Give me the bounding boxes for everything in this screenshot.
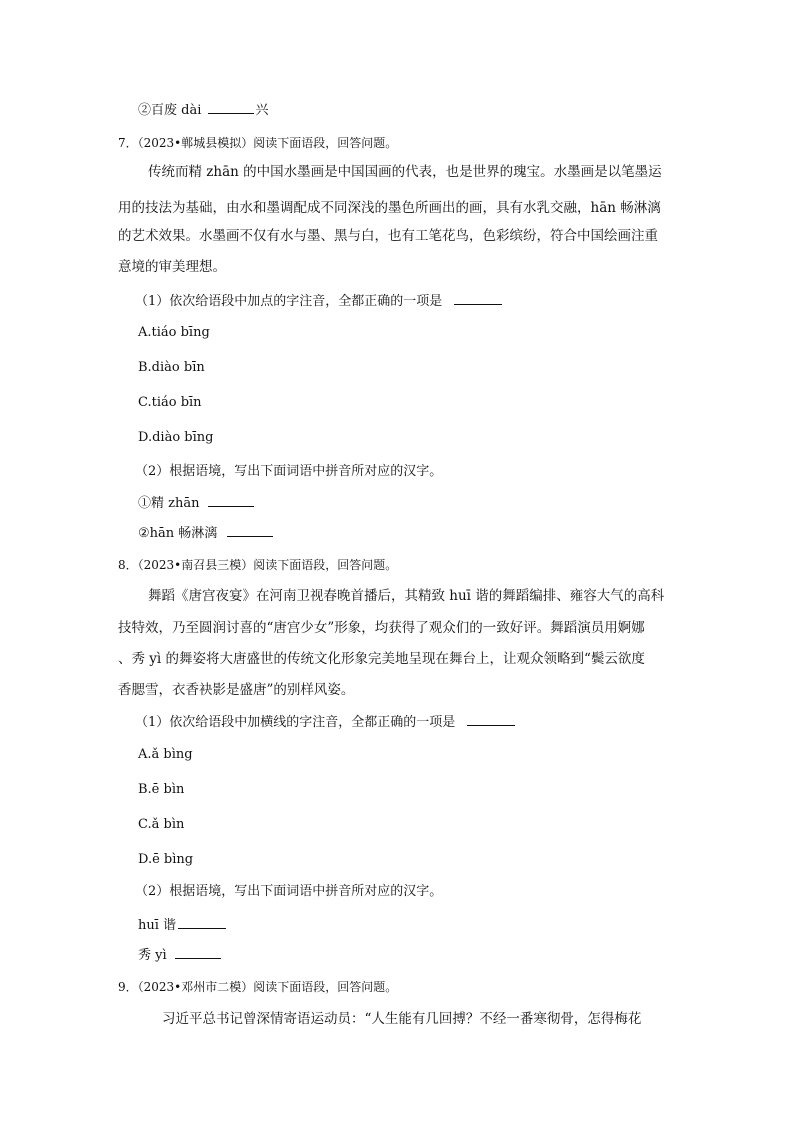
q8-subquestion-2: （2）根据语境，写出下面词语中拼音所对应的汉字。 [135, 884, 443, 899]
q8-answer-1-label: huī 谐 [138, 918, 177, 933]
q7-passage-line-3: 的艺术效果。水墨画不仅有水与墨、黑与白，也有工笔花鸟，色彩缤纷，符合中国绘画注重 [118, 228, 658, 244]
q8-subquestion-1-text: （1）依次给语段中加横线的字注音，全都正确的一项是 [135, 715, 456, 730]
q7-option-a[interactable]: A.tiáo bīng [138, 325, 210, 340]
q8-answer-2-label: 秀 yì [138, 948, 167, 963]
q8-option-a[interactable]: A.ǎ bìng [138, 747, 193, 762]
q8-option-d[interactable]: D.ē bìng [138, 852, 194, 867]
answer-blank[interactable] [208, 494, 254, 507]
q8-answer-2 [138, 946, 223, 965]
answer-blank[interactable] [208, 101, 254, 114]
q7-option-d[interactable]: D.diào bīng [138, 430, 214, 445]
q7-answer-1 [138, 494, 256, 513]
answer-blank[interactable] [175, 946, 221, 959]
answer-blank[interactable] [227, 524, 273, 537]
q7-subquestion-1 [135, 292, 504, 311]
question-9-heading: 9．（2023•邓州市二模）阅读下面语段，回答问题。 [118, 980, 398, 994]
q8-passage-line-1: 舞蹈《唐宫夜宴》在河南卫视春晚首播后，其精致 huī 谐的舞蹈编排、雍容大气的高科 [148, 588, 665, 604]
q7-passage-line-1: 传统而精 zhān 的中国水墨画是中国国画的代表，也是世界的瑰宝。水墨画是以笔墨运 [148, 164, 662, 180]
answer-blank[interactable] [178, 916, 226, 929]
q9-passage-line-1: 习近平总书记曾深情寄语运动员：“人生能有几回搏？不经一番寒彻骨，怎得梅花 [162, 1011, 642, 1027]
q8-answer-1 [138, 916, 228, 935]
q7-answer-1-label: ①精 zhān [138, 496, 200, 511]
q7-passage-line-4: 意境的审美理想。 [118, 259, 226, 275]
q8-subquestion-1 [135, 713, 517, 732]
q7-passage-line-2: 用的技法为基础，由水和墨调配成不同深浅的墨色所画出的画，具有水乳交融，hān 畅淋漓 [118, 200, 661, 216]
q7-answer-2-label: ②hān 畅淋漓 [138, 526, 218, 541]
q8-passage-line-4: 香腮雪，衣香袂影是盛唐”的别样风姿。 [118, 682, 355, 698]
q7-subquestion-1-text: （1）依次给语段中加点的字注音，全都正确的一项是 [135, 294, 443, 309]
answer-blank[interactable] [467, 713, 515, 726]
item-2-line [138, 101, 269, 120]
question-7-heading: 7．（2023•郸城县模拟）阅读下面语段，回答问题。 [118, 136, 398, 150]
item-2-text: ②百废 dài [138, 103, 202, 118]
question-8-heading: 8．（2023•南召县三模）阅读下面语段，回答问题。 [118, 558, 398, 572]
answer-blank[interactable] [454, 292, 502, 305]
q7-answer-2 [138, 524, 275, 543]
q7-subquestion-2: （2）根据语境，写出下面词语中拼音所对应的汉字。 [135, 464, 443, 479]
item-2-suffix: 兴 [255, 103, 269, 118]
q8-option-b[interactable]: B.ē bìn [138, 782, 185, 797]
q7-option-b[interactable]: B.diào bīn [138, 360, 205, 375]
q8-passage-line-3: 、秀 yì 的舞姿将大唐盛世的传统文化形象完美地呈现在舞台上，让观众领略到“鬓云欲度 [118, 651, 645, 667]
q8-passage-line-2: 技特效，乃至圆润讨喜的“唐宫少女”形象，均获得了观众们的一致好评。舞蹈演员用婀娜 [118, 620, 645, 636]
q7-option-c[interactable]: C.tiáo bīn [138, 395, 202, 410]
q8-option-c[interactable]: C.ǎ bìn [138, 817, 185, 832]
